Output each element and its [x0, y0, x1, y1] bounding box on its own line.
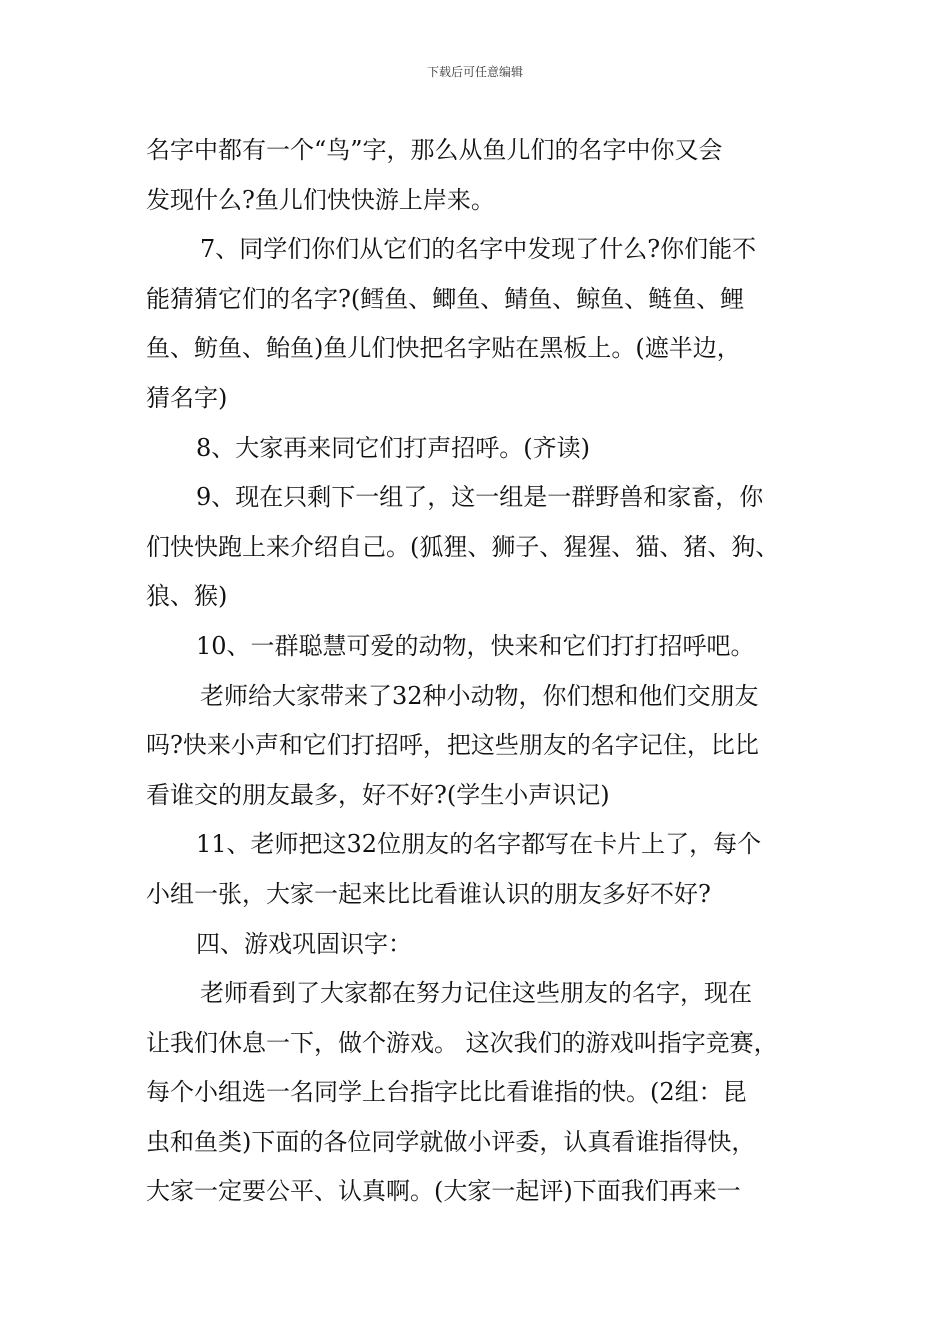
text-line: 让我们休息一下，做个游戏。 这次我们的游戏叫指字竞赛， [146, 1028, 778, 1057]
text-line: 10、一群聪慧可爱的动物，快来和它们打打招呼吧。 [196, 631, 755, 660]
text-line: 看谁交的朋友最多，好不好?(学生小声识记) [146, 780, 610, 809]
text-line: 老师给大家带来了32种小动物，你们想和他们交朋友 [200, 681, 759, 710]
text-line: 名字中都有一个“鸟”字，那么从鱼儿们的名字中你又会 [146, 136, 723, 164]
text-line: 猜名字) [146, 383, 228, 412]
text-line: 吗?快来小声和它们打招呼，把这些朋友的名字记住，比比 [146, 731, 759, 760]
text-line: 四、游戏巩固识字： [196, 929, 412, 958]
text-line: 发现什么?鱼儿们快快游上岸来。 [146, 185, 495, 214]
text-line: 们快快跑上来介绍自己。(狐狸、狮子、猩猩、猫、猪、狗、 [146, 532, 780, 561]
text-line: 鱼、鲂鱼、鲐鱼)鱼儿们快把名字贴在黑板上。(遮半边， [146, 334, 741, 363]
text-line: 每个小组选一名同学上台指字比比看谁指的快。(2组：昆 [146, 1078, 747, 1107]
text-line: 老师看到了大家都在努力记住这些朋友的名字，现在 [200, 979, 752, 1008]
text-line: 小组一张，大家一起来比比看谁认识的朋友多好不好? [146, 879, 711, 908]
text-line: 能猜猜它们的名字?(鳕鱼、鲫鱼、鲭鱼、鲸鱼、鲢鱼、鲤 [146, 284, 745, 313]
text-line: 虫和鱼类)下面的各位同学就做小评委，认真看谁指得快， [146, 1127, 756, 1156]
text-line: 8、大家再来同它们打声招呼。(齐读) [196, 433, 590, 462]
text-line: 9、现在只剩下一组了，这一组是一群野兽和家畜，你 [196, 483, 764, 512]
text-line: 7、同学们你们从它们的名字中发现了什么?你们能不 [200, 235, 757, 264]
text-line: 11、老师把这32位朋友的名字都写在卡片上了，每个 [196, 830, 762, 859]
text-line: 大家一定要公平、认真啊。(大家一起评)下面我们再来一 [146, 1177, 741, 1206]
text-line: 狼、猴) [146, 582, 228, 611]
document-body [146, 126, 811, 1217]
page-header: 下载后可任意编辑 [426, 65, 523, 79]
